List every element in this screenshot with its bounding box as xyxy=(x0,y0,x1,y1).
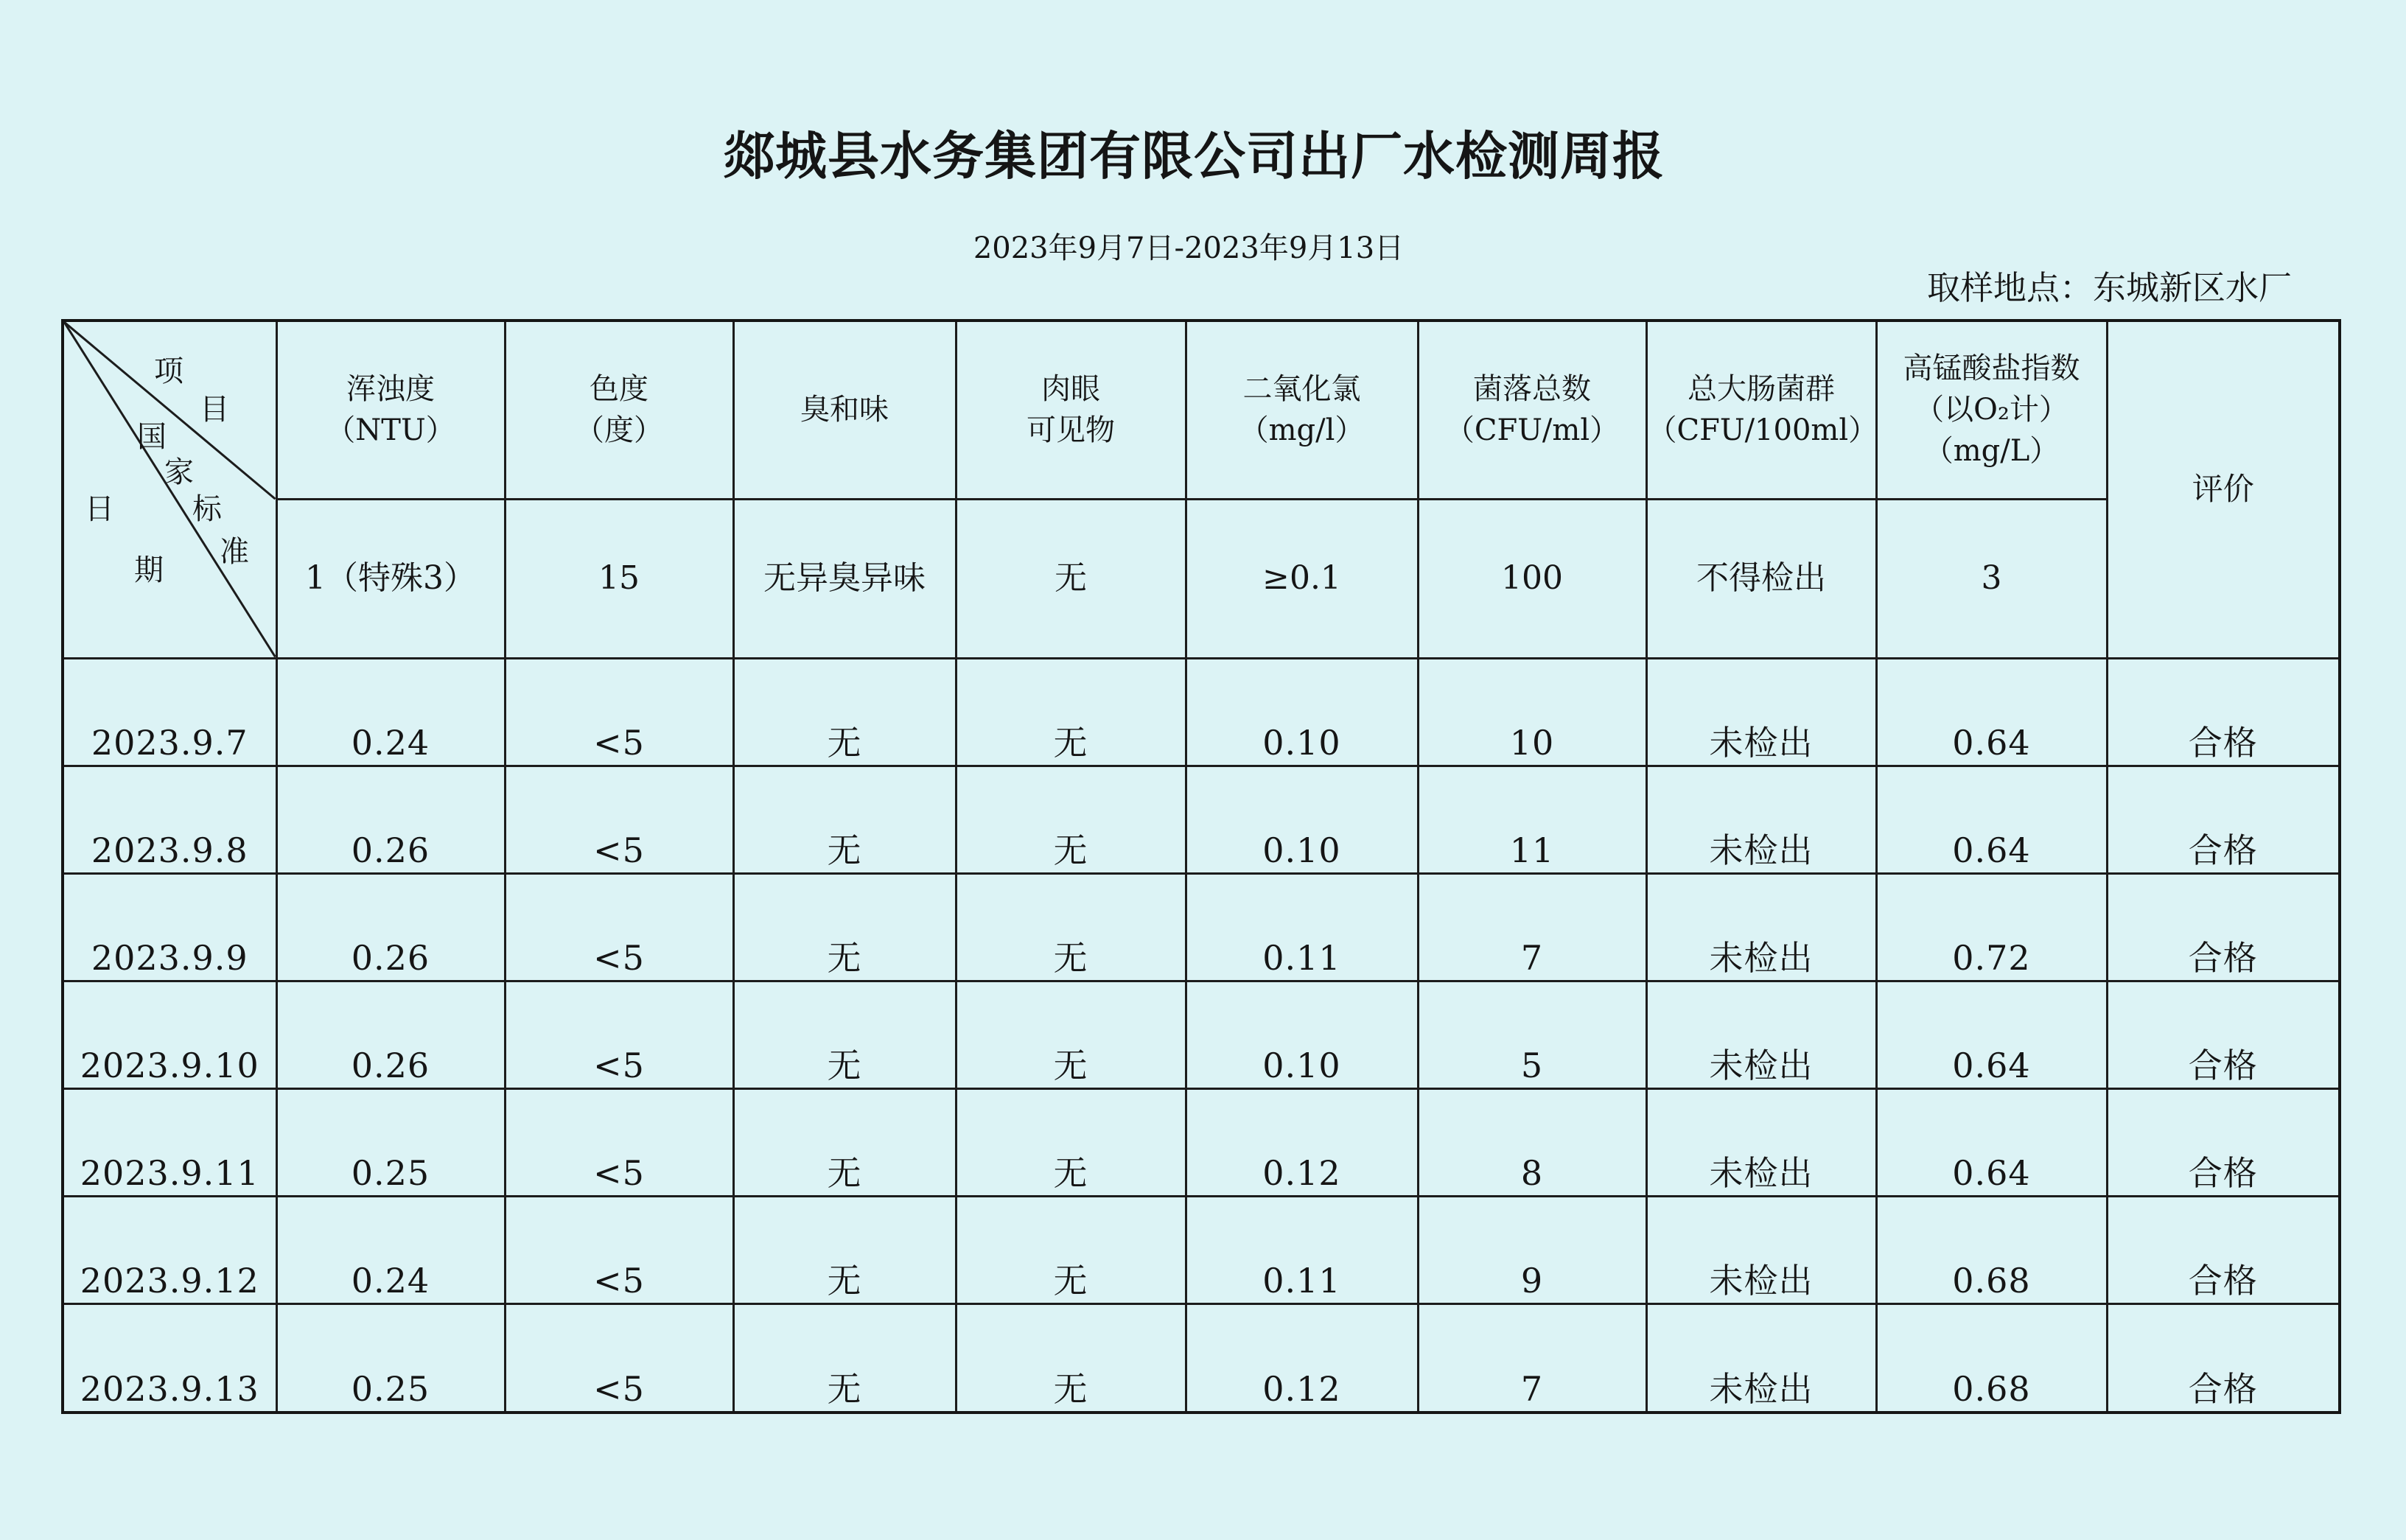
header-unit: （mg/l） xyxy=(1239,413,1365,448)
cell-chlorine-dioxide: 0.11 xyxy=(1186,873,1418,981)
header-permanganate-index xyxy=(1876,321,2107,499)
cell-permanganate-index: 0.64 xyxy=(1876,766,2107,873)
corner-header-cell xyxy=(63,321,276,658)
header-evaluation: 评价 xyxy=(2107,321,2340,658)
cell-date: 2023.9.12 xyxy=(63,1196,276,1303)
cell-odor-taste: 无 xyxy=(733,1303,956,1413)
table-row xyxy=(63,766,2340,873)
standard-total-bacteria: 100 xyxy=(1418,499,1646,658)
page-title: 郯城县水务集团有限公司出厂水检测周报 xyxy=(723,129,1665,186)
cell-chlorine-dioxide: 0.12 xyxy=(1186,1088,1418,1196)
cell-odor-taste: 无 xyxy=(733,981,956,1088)
cell-date: 2023.9.10 xyxy=(63,981,276,1088)
cell-chlorine-dioxide: 0.10 xyxy=(1186,658,1418,766)
standard-total-coliforms: 不得检出 xyxy=(1646,499,1876,658)
cell-permanganate-index: 0.68 xyxy=(1876,1196,2107,1303)
table-row xyxy=(63,658,2340,766)
header-name: 二氧化氯 xyxy=(1242,372,1361,407)
cell-color: <5 xyxy=(505,1196,733,1303)
header-unit: （度） xyxy=(575,413,663,448)
cell-color: <5 xyxy=(505,766,733,873)
standard-chlorine-dioxide: ≥0.1 xyxy=(1186,499,1418,658)
cell-color: <5 xyxy=(505,1088,733,1196)
cell-turbidity: 0.26 xyxy=(276,766,505,873)
header-name: 菌落总数 xyxy=(1473,372,1591,407)
corner-date-char: 日 xyxy=(85,492,114,526)
header-total-coliforms xyxy=(1646,321,1876,499)
cell-turbidity: 0.25 xyxy=(276,1088,505,1196)
corner-standard-char: 国 xyxy=(137,420,167,454)
table-row xyxy=(63,873,2340,981)
cell-odor-taste: 无 xyxy=(733,873,956,981)
table-row xyxy=(63,1303,2340,1413)
cell-permanganate-index: 0.72 xyxy=(1876,873,2107,981)
header-name: 高锰酸盐指数 xyxy=(1903,351,2080,386)
cell-evaluation: 合格 xyxy=(2107,1303,2340,1413)
cell-color: <5 xyxy=(505,873,733,981)
cell-evaluation: 合格 xyxy=(2107,1196,2340,1303)
cell-visible-matter: 无 xyxy=(956,1196,1186,1303)
cell-total-bacteria: 5 xyxy=(1418,981,1646,1088)
header-name: 总大肠菌群 xyxy=(1688,372,1835,407)
cell-odor-taste: 无 xyxy=(733,658,956,766)
cell-date: 2023.9.9 xyxy=(63,873,276,981)
header-unit: （NTU） xyxy=(326,413,455,448)
standard-permanganate-index: 3 xyxy=(1876,499,2107,658)
header-name: 浑浊度 xyxy=(346,372,435,407)
corner-standard-char: 标 xyxy=(192,492,222,526)
cell-odor-taste: 无 xyxy=(733,766,956,873)
header-unit: （mg/L） xyxy=(1923,434,2060,469)
cell-visible-matter: 无 xyxy=(956,1088,1186,1196)
cell-permanganate-index: 0.64 xyxy=(1876,1088,2107,1196)
header-turbidity xyxy=(276,321,505,499)
cell-visible-matter: 无 xyxy=(956,658,1186,766)
cell-total-coliforms: 未检出 xyxy=(1646,1196,1876,1303)
cell-total-coliforms: 未检出 xyxy=(1646,981,1876,1088)
cell-visible-matter: 无 xyxy=(956,873,1186,981)
cell-visible-matter: 无 xyxy=(956,766,1186,873)
cell-total-coliforms: 未检出 xyxy=(1646,873,1876,981)
cell-color: <5 xyxy=(505,981,733,1088)
standard-visible-matter: 无 xyxy=(956,499,1186,658)
table-row xyxy=(63,1196,2340,1303)
cell-turbidity: 0.25 xyxy=(276,1303,505,1413)
cell-total-coliforms: 未检出 xyxy=(1646,1088,1876,1196)
cell-total-coliforms: 未检出 xyxy=(1646,658,1876,766)
cell-chlorine-dioxide: 0.10 xyxy=(1186,766,1418,873)
header-total-bacteria xyxy=(1418,321,1646,499)
cell-total-bacteria: 7 xyxy=(1418,873,1646,981)
cell-evaluation: 合格 xyxy=(2107,1088,2340,1196)
header-unit: （CFU/ml） xyxy=(1444,413,1620,448)
cell-total-coliforms: 未检出 xyxy=(1646,766,1876,873)
cell-visible-matter: 无 xyxy=(956,981,1186,1088)
cell-total-bacteria: 8 xyxy=(1418,1088,1646,1196)
cell-color: <5 xyxy=(505,1303,733,1413)
cell-date: 2023.9.8 xyxy=(63,766,276,873)
cell-turbidity: 0.26 xyxy=(276,873,505,981)
report-period: 2023年9月7日-2023年9月13日 xyxy=(973,231,1405,265)
corner-date-char: 期 xyxy=(134,553,164,587)
cell-permanganate-index: 0.64 xyxy=(1876,981,2107,1088)
corner-item-char: 目 xyxy=(200,393,229,427)
cell-evaluation: 合格 xyxy=(2107,658,2340,766)
report-table xyxy=(61,319,2341,1414)
cell-visible-matter: 无 xyxy=(956,1303,1186,1413)
cell-date: 2023.9.13 xyxy=(63,1303,276,1413)
cell-chlorine-dioxide: 0.10 xyxy=(1186,981,1418,1088)
cell-total-bacteria: 11 xyxy=(1418,766,1646,873)
header-note: （以O₂计） xyxy=(1914,393,2068,427)
cell-color: <5 xyxy=(505,658,733,766)
cell-turbidity: 0.24 xyxy=(276,658,505,766)
header-unit: （CFU/100ml） xyxy=(1647,413,1878,448)
corner-standard-char: 准 xyxy=(220,535,249,569)
cell-evaluation: 合格 xyxy=(2107,873,2340,981)
standard-odor-taste: 无异臭异味 xyxy=(733,499,956,658)
cell-date: 2023.9.11 xyxy=(63,1088,276,1196)
cell-odor-taste: 无 xyxy=(733,1196,956,1303)
table-row xyxy=(63,1088,2340,1196)
cell-total-bacteria: 10 xyxy=(1418,658,1646,766)
cell-date: 2023.9.7 xyxy=(63,658,276,766)
standard-turbidity: 1（特殊3） xyxy=(276,499,505,658)
cell-evaluation: 合格 xyxy=(2107,981,2340,1088)
header-chlorine-dioxide xyxy=(1186,321,1418,499)
cell-total-coliforms: 未检出 xyxy=(1646,1303,1876,1413)
header-name: 色度 xyxy=(590,372,648,407)
standard-color: 15 xyxy=(505,499,733,658)
cell-permanganate-index: 0.68 xyxy=(1876,1303,2107,1413)
header-odor-taste xyxy=(733,321,956,499)
cell-total-bacteria: 7 xyxy=(1418,1303,1646,1413)
corner-item-char: 项 xyxy=(154,354,183,388)
header-visible-matter xyxy=(956,321,1186,499)
cell-turbidity: 0.24 xyxy=(276,1196,505,1303)
header-color xyxy=(505,321,733,499)
header-name: 臭和味 xyxy=(800,393,889,427)
header-row xyxy=(63,321,2340,499)
cell-total-bacteria: 9 xyxy=(1418,1196,1646,1303)
national-standard-row xyxy=(63,499,2340,658)
header-name-line2: 可见物 xyxy=(1027,413,1115,448)
cell-odor-taste: 无 xyxy=(733,1088,956,1196)
cell-permanganate-index: 0.64 xyxy=(1876,658,2107,766)
table-row xyxy=(63,981,2340,1088)
cell-turbidity: 0.26 xyxy=(276,981,505,1088)
header-name: 肉眼 xyxy=(1041,372,1100,407)
sampling-site: 取样地点：东城新区水厂 xyxy=(1926,268,2292,307)
cell-evaluation: 合格 xyxy=(2107,766,2340,873)
cell-chlorine-dioxide: 0.12 xyxy=(1186,1303,1418,1413)
cell-chlorine-dioxide: 0.11 xyxy=(1186,1196,1418,1303)
corner-standard-char: 家 xyxy=(164,455,194,489)
